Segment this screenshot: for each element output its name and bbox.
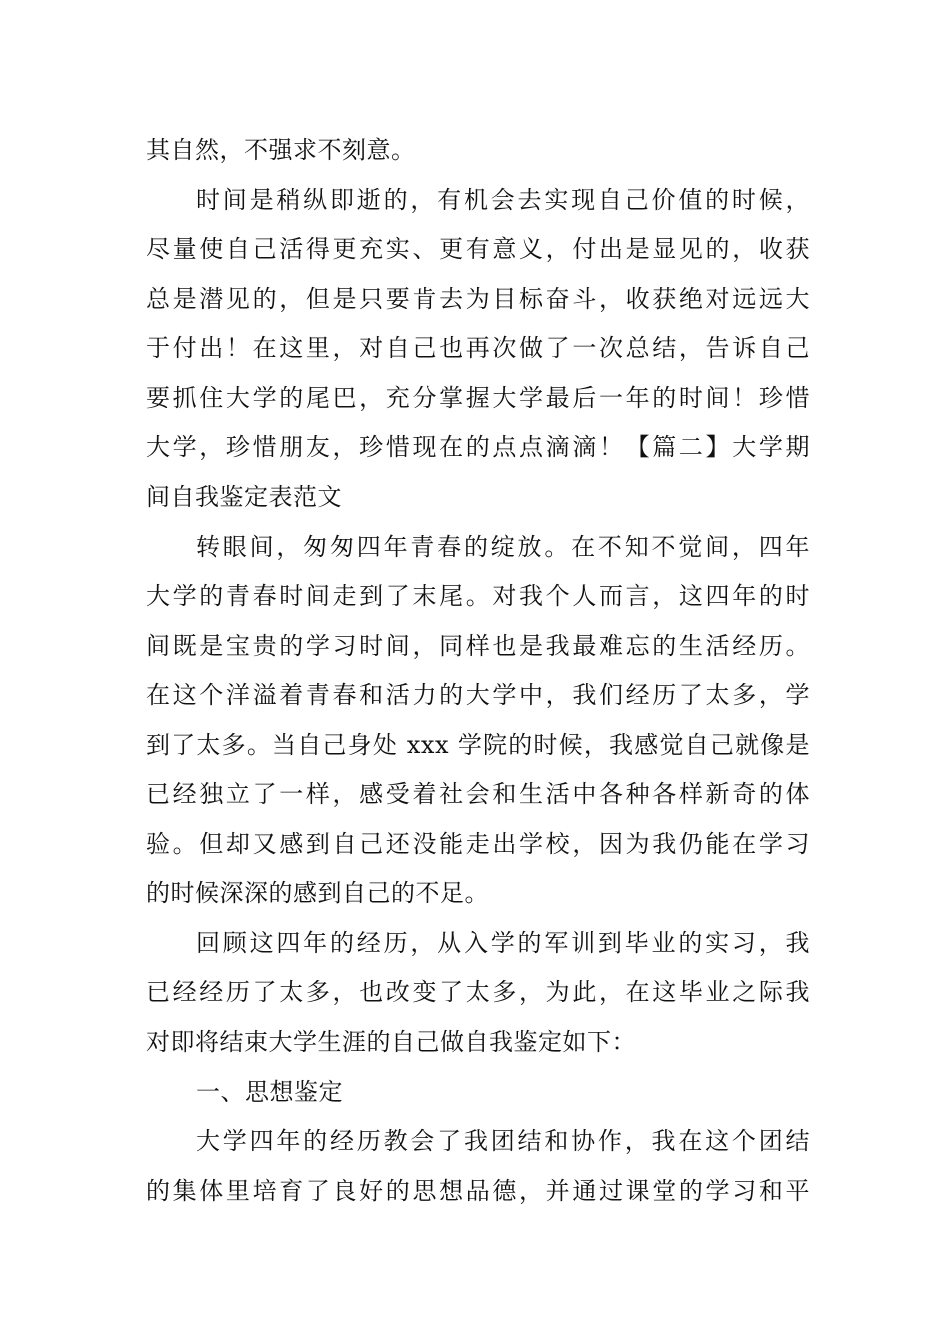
text-line: 在这个洋溢着青春和活力的大学中，我们经历了太多，学 [146, 681, 810, 709]
paragraph-first-line: 时间是稍纵即逝的，有机会去实现自己价值的时候， [196, 186, 810, 214]
text-line: 的集体里培育了良好的思想品德，并通过课堂的学习和平 [146, 1177, 810, 1205]
text-line: 尽量使自己活得更充实、更有意义，付出是显见的，收获 [146, 235, 810, 263]
text-line: 间自我鉴定表范文 [146, 483, 342, 511]
text-line: 的时候深深的感到自己的不足。 [146, 879, 489, 907]
text-line: 对即将结束大学生涯的自己做自我鉴定如下： [146, 1028, 636, 1056]
text-line: 大学，珍惜朋友，珍惜现在的点点滴滴！【篇二】大学期 [146, 433, 810, 461]
section-heading: 一、思想鉴定 [196, 1078, 343, 1106]
text-line: 到了太多。当自己身处 xxx 学院的时候，我感觉自己就像是 [146, 731, 810, 759]
text-line: 总是潜见的，但是只要肯去为目标奋斗，收获绝对远远大 [146, 285, 810, 313]
text-line: 间既是宝贵的学习时间，同样也是我最难忘的生活经历。 [146, 632, 810, 660]
text-line: 其自然，不强求不刻意。 [146, 136, 416, 164]
paragraph-first-line: 转眼间，匆匆四年青春的绽放。在不知不觉间，四年 [196, 533, 810, 561]
text-line: 要抓住大学的尾巴，充分掌握大学最后一年的时间！珍惜 [146, 384, 810, 412]
text-line: 已经独立了一样，感受着社会和生活中各种各样新奇的体 [146, 780, 810, 808]
text-line: 验。但却又感到自己还没能走出学校，因为我仍能在学习 [146, 830, 810, 858]
text-line: 于付出！在这里，对自己也再次做了一次总结，告诉自己 [146, 334, 810, 362]
text-line: 大学的青春时间走到了末尾。对我个人而言，这四年的时 [146, 582, 810, 610]
text-line: 已经经历了太多，也改变了太多，为此，在这毕业之际我 [146, 978, 810, 1006]
paragraph-first-line: 回顾这四年的经历，从入学的军训到毕业的实习，我 [196, 929, 810, 957]
paragraph-first-line: 大学四年的经历教会了我团结和协作，我在这个团结 [196, 1127, 810, 1155]
